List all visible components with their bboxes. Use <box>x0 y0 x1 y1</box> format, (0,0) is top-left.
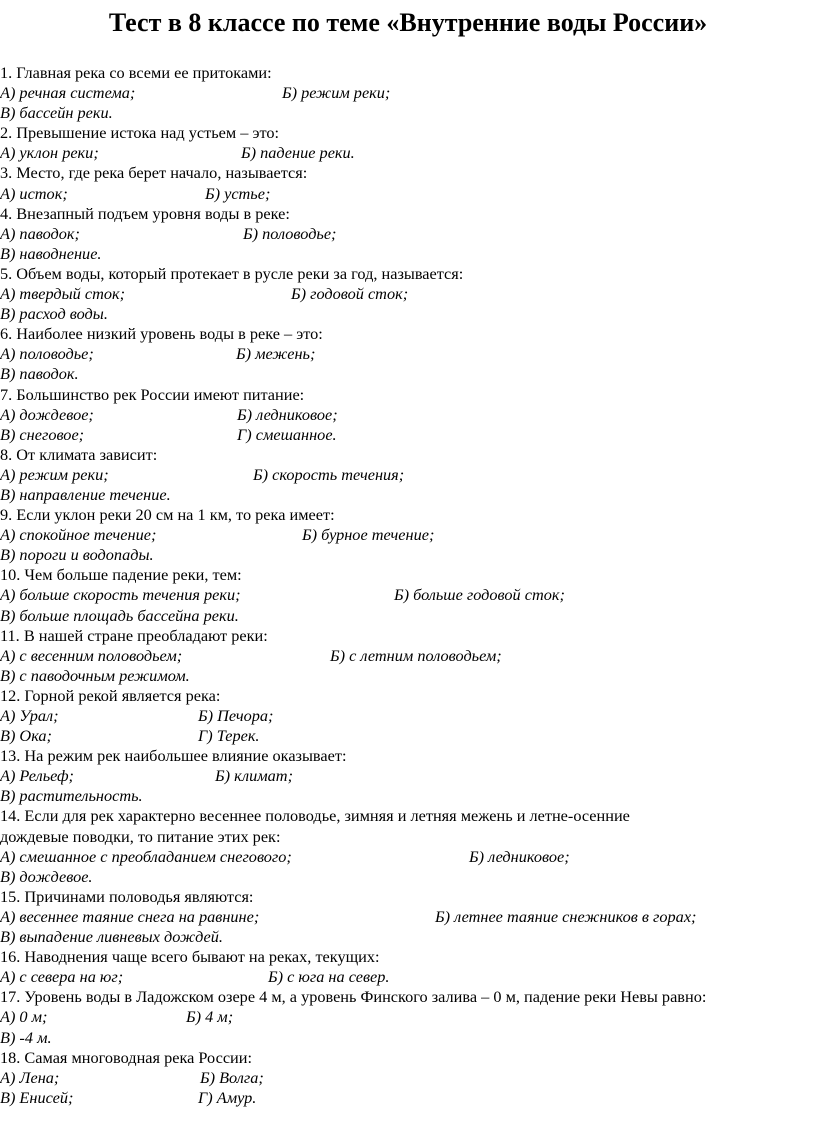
page-title: Тест в 8 классе по теме «Внутренние воды России» <box>108 8 708 37</box>
answer-row <box>0 646 816 666</box>
answer-row <box>0 786 816 806</box>
answer-option: Б) летнее таяние снежников в горах; <box>435 906 697 926</box>
question-text: 13. На режим рек наибольшее влияние оказывает: <box>0 746 347 766</box>
answer-option: Б) ледниковое; <box>237 404 338 424</box>
answer-option: Б) половодье; <box>243 223 337 243</box>
answer-row <box>0 545 816 565</box>
answer-option: Г) смешанное. <box>237 424 337 444</box>
answer-option: Г) Терек. <box>198 726 260 746</box>
answer-option: Б) с юга на север. <box>268 967 390 987</box>
answer-option: А) спокойное течение; <box>0 525 157 545</box>
answer-option: Б) годовой сток; <box>291 284 409 304</box>
answer-option: В) пороги и водопады. <box>0 545 154 565</box>
answer-option: А) твердый сток; <box>0 284 126 304</box>
answer-option: В) Ока; <box>0 726 52 746</box>
answer-row <box>0 525 816 545</box>
answer-option: А) исток; <box>0 183 68 203</box>
answer-option: А) паводок; <box>0 223 80 243</box>
answer-row <box>0 907 816 927</box>
answer-option: А) Рельеф; <box>0 766 74 786</box>
answer-row <box>0 83 816 103</box>
answer-row <box>0 1088 816 1108</box>
answer-option: Б) падение реки. <box>241 143 355 163</box>
answer-row <box>0 304 816 324</box>
answer-option: В) расход воды. <box>0 304 108 324</box>
answer-row <box>0 1068 816 1088</box>
answer-option: Б) ледниковое; <box>469 846 570 866</box>
answer-row <box>0 606 816 626</box>
answer-option: Б) Печора; <box>198 706 274 725</box>
answer-option: В) с паводочным режимом. <box>0 665 190 685</box>
answer-option: Б) Волга; <box>200 1067 264 1087</box>
answer-row <box>0 485 816 505</box>
answer-option: Б) с летним половодьем; <box>330 645 502 665</box>
question-text: 10. Чем больше падение реки, тем: <box>0 565 242 585</box>
question-text: дождевые поводки, то питание этих рек: <box>0 826 281 846</box>
question-text: 2. Превышение истока над устьем – это: <box>0 123 280 143</box>
answer-option: А) весеннее таяние снега на равнине; <box>0 906 260 926</box>
question-text: 5. Объем воды, который протекает в русле реки за год, называется: <box>0 263 464 283</box>
answer-option: В) направление течение. <box>0 484 171 504</box>
answer-option: А) с севера на юг; <box>0 967 124 987</box>
answer-option: А) Урал; <box>0 706 59 725</box>
answer-option: Г) Амур. <box>198 1087 257 1107</box>
question-text: 11. В нашей стране преобладают реки: <box>0 625 268 645</box>
answer-option: А) с весенним половодьем; <box>0 645 183 665</box>
answer-option: Б) бурное течение; <box>302 525 435 545</box>
answer-option: А) Лена; <box>0 1067 60 1087</box>
answer-option: В) паводок. <box>0 364 79 384</box>
answer-option: В) больше площадь бассейна реки. <box>0 605 239 625</box>
answer-row <box>0 585 816 605</box>
question-text: 17. Уровень воды в Ладожском озере 4 м, а уровень Финского залива – 0 м, падение реки Невы равно: <box>0 987 707 1007</box>
answer-option: В) выпадение ливневых дождей. <box>0 927 223 947</box>
answer-row <box>0 103 816 123</box>
answer-row <box>0 1028 816 1048</box>
question-text: 6. Наиболее низкий уровень воды в реке – это: <box>0 324 323 344</box>
answer-option: В) растительность. <box>0 786 143 806</box>
question-text: 15. Причинами половодья являются: <box>0 886 254 906</box>
answer-row <box>0 1007 816 1027</box>
question-text: 4. Внезапный подъем уровня воды в реке: <box>0 203 290 223</box>
question-text: 16. Наводнения чаще всего бывают на реках, текущих: <box>0 947 380 967</box>
answer-row <box>0 344 816 364</box>
answer-row <box>0 465 816 485</box>
answer-row <box>0 967 816 987</box>
answer-row <box>0 847 816 867</box>
answer-option: А) речная система; <box>0 83 136 103</box>
answer-option: Б) скорость течения; <box>253 464 405 484</box>
answer-option: Б) больше годовой сток; <box>394 585 565 605</box>
question-text: 3. Место, где река берет начало, называется: <box>0 163 308 183</box>
answer-option: А) больше скорость течения реки; <box>0 585 241 605</box>
answer-option: Б) 4 м; <box>186 1007 234 1027</box>
answer-option: А) дождевое; <box>0 404 94 424</box>
question-text: 1. Главная река со всеми ее притоками: <box>0 63 272 82</box>
question-text: 8. От климата зависит: <box>0 444 158 464</box>
question-text: 14. Если для рек характерно весеннее половодье, зимняя и летняя межень и летне-осенние <box>0 806 630 826</box>
answer-option: А) режим реки; <box>0 464 109 484</box>
answer-option: А) половодье; <box>0 344 94 364</box>
answer-row <box>0 927 816 947</box>
answer-row <box>0 726 816 746</box>
question-text: 9. Если уклон реки 20 см на 1 км, то река имеет: <box>0 505 335 525</box>
answer-option: В) дождевое. <box>0 866 93 886</box>
question-text: 12. Горной рекой является река: <box>0 685 221 705</box>
answer-row <box>0 244 816 264</box>
answer-row <box>0 706 816 726</box>
answer-option: А) смешанное с преобладанием снегового; <box>0 846 292 866</box>
answer-option: Б) устье; <box>205 183 271 203</box>
question-text: 7. Большинство рек России имеют питание: <box>0 384 305 404</box>
answer-option: В) -4 м. <box>0 1027 52 1047</box>
answer-row <box>0 867 816 887</box>
answer-option: Б) межень; <box>236 344 316 364</box>
answer-row <box>0 666 816 686</box>
question-list <box>0 63 816 1108</box>
answer-option: А) 0 м; <box>0 1007 48 1027</box>
answer-row <box>0 425 816 445</box>
answer-row <box>0 224 816 244</box>
answer-option: В) снеговое; <box>0 424 85 444</box>
answer-option: В) бассейн реки. <box>0 103 113 123</box>
answer-row <box>0 405 816 425</box>
answer-row <box>0 143 816 163</box>
answer-option: А) уклон реки; <box>0 143 99 163</box>
answer-option: Б) режим реки; <box>282 83 391 103</box>
answer-row <box>0 184 816 204</box>
question-text: 18. Самая многоводная река России: <box>0 1047 253 1067</box>
answer-row <box>0 284 816 304</box>
answer-option: Б) климат; <box>215 766 293 786</box>
answer-row <box>0 766 816 786</box>
answer-option: В) Енисей; <box>0 1087 74 1107</box>
answer-option: В) наводнение. <box>0 243 102 263</box>
answer-row <box>0 364 816 384</box>
